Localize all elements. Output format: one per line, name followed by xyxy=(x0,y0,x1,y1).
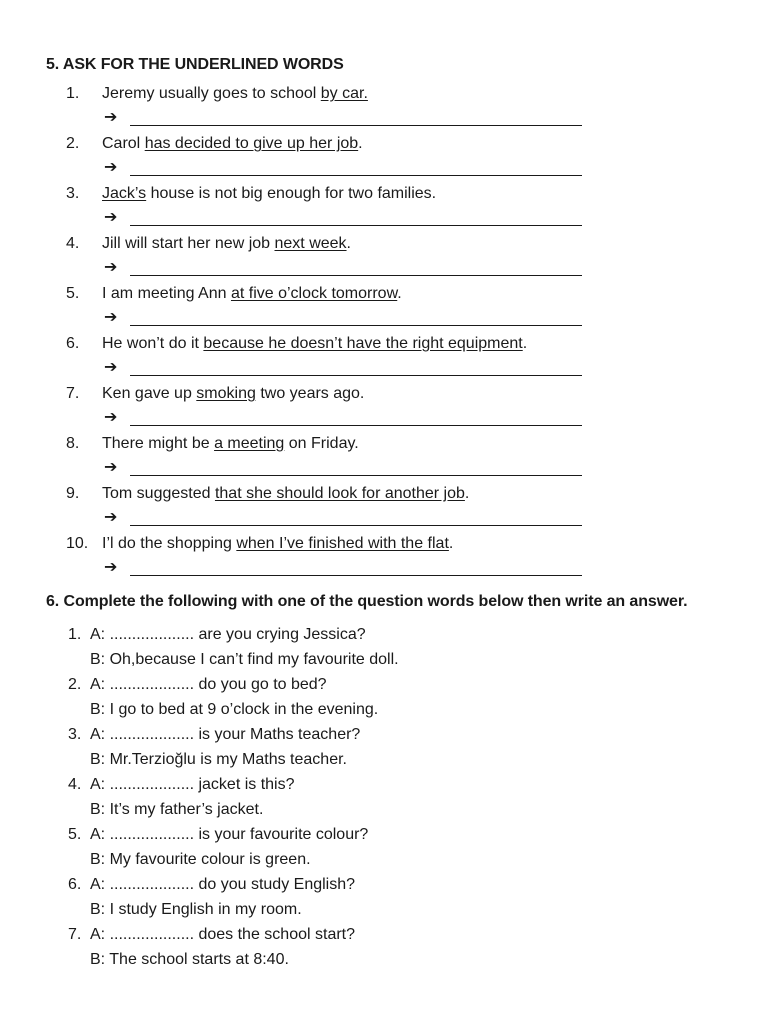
sentence-text: house is not big enough for two families. xyxy=(146,185,437,202)
underlined-phrase: smoking xyxy=(196,385,256,402)
question-sentence xyxy=(102,332,527,356)
question-item xyxy=(0,432,768,482)
arrow-right-icon: ➔ xyxy=(104,159,118,176)
question-item xyxy=(0,332,768,382)
question-number: 8. xyxy=(66,435,80,452)
question-sentence xyxy=(102,232,351,256)
sentence-text: I’l do the shopping xyxy=(102,535,237,552)
sentence-text: . xyxy=(346,235,351,252)
dialogue-line-a[interactable]: A: ................... do you study English? xyxy=(90,876,356,893)
dialogue-line-b: B: I go to bed at 9 o’clock in the evening. xyxy=(90,701,379,718)
question-sentence xyxy=(102,382,364,406)
underlined-phrase: next week xyxy=(274,235,347,252)
sentence-text: Jeremy usually goes to school xyxy=(102,85,321,102)
dialogue-line-a[interactable]: A: ................... is your Maths teacher? xyxy=(90,726,361,743)
question-number: 4. xyxy=(66,235,80,252)
dialogue-item xyxy=(0,772,768,822)
section-5-question-list xyxy=(0,82,768,582)
dialogue-line-b: B: My favourite colour is green. xyxy=(90,851,311,868)
question-number: 1. xyxy=(66,85,80,102)
dialogue-line-a[interactable]: A: ................... is your favourite colour? xyxy=(90,826,369,843)
question-sentence xyxy=(102,182,436,206)
sentence-text: . xyxy=(522,335,528,352)
dialogue-line-a[interactable]: A: ................... are you crying Jessica? xyxy=(90,626,366,643)
sentence-text: There might be xyxy=(102,435,215,452)
sentence-text: . xyxy=(358,135,363,152)
dialogue-item xyxy=(0,672,768,722)
question-sentence xyxy=(102,132,363,156)
question-sentence xyxy=(102,532,453,556)
dialogue-line-a[interactable]: A: ................... jacket is this? xyxy=(90,776,295,793)
question-number: 7. xyxy=(66,385,80,402)
dialogue-line-b: B: Mr.Terzioğlu is my Maths teacher. xyxy=(90,751,347,768)
answer-blank-line[interactable] xyxy=(130,125,582,126)
sentence-text: Jill will start her new job xyxy=(102,235,275,252)
arrow-right-icon: ➔ xyxy=(104,509,118,526)
sentence-text: . xyxy=(448,535,454,552)
dialogue-item xyxy=(0,622,768,672)
question-item xyxy=(0,132,768,182)
section-6-heading: 6. Complete the following with one of the question words below then write an answer. xyxy=(46,593,688,610)
question-item xyxy=(0,382,768,432)
answer-blank-line[interactable] xyxy=(130,525,582,526)
underlined-phrase: because he doesn’t have the right equipment xyxy=(203,335,523,352)
answer-blank-line[interactable] xyxy=(130,325,582,326)
sentence-text: on Friday. xyxy=(284,435,359,452)
sentence-text: I am meeting Ann xyxy=(102,285,231,302)
question-number: 6. xyxy=(66,335,80,352)
dialogue-item xyxy=(0,922,768,972)
question-number: 5. xyxy=(68,826,82,843)
question-number: 3. xyxy=(66,185,80,202)
answer-blank-line[interactable] xyxy=(130,175,582,176)
sentence-text: Carol xyxy=(102,135,145,152)
arrow-right-icon: ➔ xyxy=(104,309,118,326)
question-sentence xyxy=(102,82,368,106)
question-number: 1. xyxy=(68,626,82,643)
question-sentence xyxy=(102,282,402,306)
underlined-phrase: by car. xyxy=(320,85,368,102)
question-number: 9. xyxy=(66,485,80,502)
dialogue-item xyxy=(0,722,768,772)
underlined-phrase: Jack’s xyxy=(102,185,147,202)
question-sentence xyxy=(102,482,469,506)
question-number: 4. xyxy=(68,776,82,793)
sentence-text: Tom suggested xyxy=(102,485,215,502)
dialogue-line-b: B: The school starts at 8:40. xyxy=(90,951,289,968)
arrow-right-icon: ➔ xyxy=(104,109,118,126)
section-5-heading: 5. ASK FOR THE UNDERLINED WORDS xyxy=(46,56,344,73)
answer-blank-line[interactable] xyxy=(130,275,582,276)
question-number: 3. xyxy=(68,726,82,743)
dialogue-line-b: B: I study English in my room. xyxy=(90,901,302,918)
underlined-phrase: when I’ve finished with the flat xyxy=(236,535,449,552)
underlined-phrase: at five o’clock tomorrow xyxy=(230,285,398,302)
question-item xyxy=(0,282,768,332)
arrow-right-icon: ➔ xyxy=(104,359,118,376)
question-item xyxy=(0,82,768,132)
question-sentence xyxy=(102,432,359,456)
question-item xyxy=(0,482,768,532)
question-number: 5. xyxy=(66,285,80,302)
dialogue-line-a[interactable]: A: ................... do you go to bed? xyxy=(90,676,327,693)
question-number: 6. xyxy=(68,876,82,893)
question-number: 2. xyxy=(68,676,82,693)
underlined-phrase: has decided to give up her job xyxy=(144,135,359,152)
question-item xyxy=(0,232,768,282)
question-number: 2. xyxy=(66,135,80,152)
answer-blank-line[interactable] xyxy=(130,425,582,426)
question-number: 10. xyxy=(66,535,89,552)
question-number: 7. xyxy=(68,926,82,943)
question-item xyxy=(0,182,768,232)
answer-blank-line[interactable] xyxy=(130,375,582,376)
underlined-phrase: that she should look for another job xyxy=(214,485,465,502)
arrow-right-icon: ➔ xyxy=(104,559,118,576)
dialogue-line-a[interactable]: A: ................... does the school start? xyxy=(90,926,356,943)
sentence-text: He won’t do it xyxy=(102,335,204,352)
section-6-question-list xyxy=(0,622,768,972)
dialogue-item xyxy=(0,872,768,922)
answer-blank-line[interactable] xyxy=(130,225,582,226)
dialogue-line-b: B: Oh,because I can’t find my favourite doll. xyxy=(90,651,399,668)
arrow-right-icon: ➔ xyxy=(104,409,118,426)
arrow-right-icon: ➔ xyxy=(104,259,118,276)
sentence-text: . xyxy=(464,485,470,502)
underlined-phrase: a meeting xyxy=(214,435,285,452)
arrow-right-icon: ➔ xyxy=(104,459,118,476)
question-item xyxy=(0,532,768,582)
arrow-right-icon: ➔ xyxy=(104,209,118,226)
sentence-text: . xyxy=(397,285,402,302)
dialogue-item xyxy=(0,822,768,872)
answer-blank-line[interactable] xyxy=(130,575,582,576)
sentence-text: Ken gave up xyxy=(102,385,197,402)
answer-blank-line[interactable] xyxy=(130,475,582,476)
sentence-text: two years ago. xyxy=(255,385,365,402)
dialogue-line-b: B: It’s my father’s jacket. xyxy=(90,801,264,818)
